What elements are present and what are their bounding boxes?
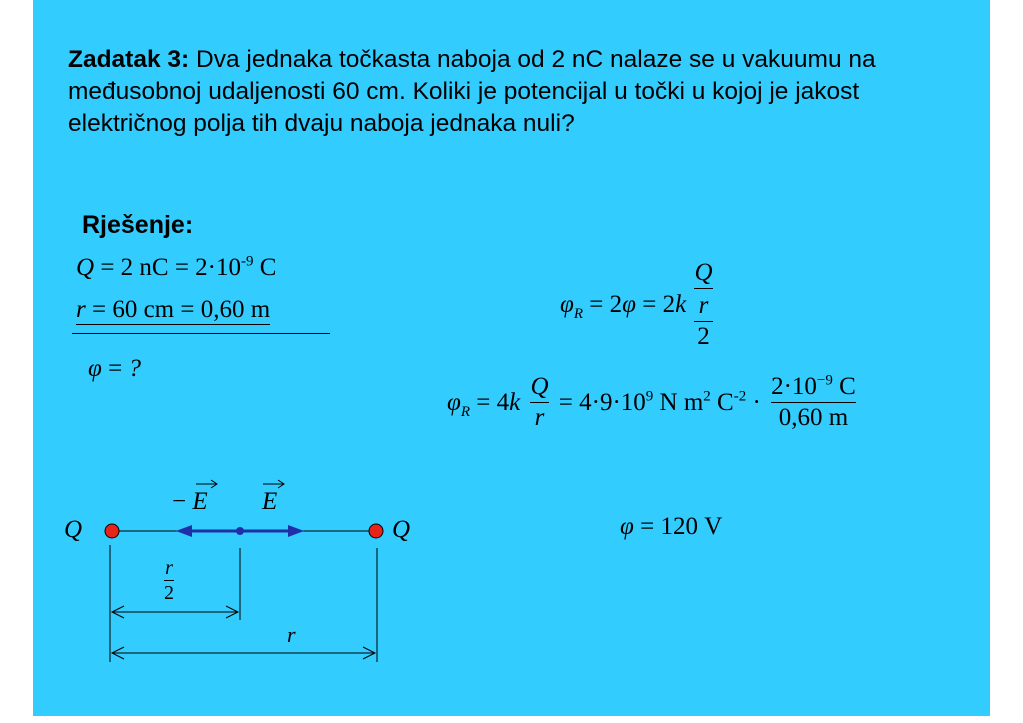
- charge-right: [369, 524, 383, 538]
- result-value: 120 V: [660, 513, 723, 540]
- formula-phi-r-2: $\varphi_R = 4k$ $\frac{Q}{r}$ = $4\cdot 9\cdot 10^9$ N $m^2$ $C^{-2}$ · $\frac{2\cdot 10^{-9} C}{0,60 m}$: [447, 372, 856, 431]
- distance-label: r: [287, 622, 296, 647]
- field-label-positive: E: [262, 488, 278, 515]
- charge-right-label: Q: [392, 516, 411, 543]
- half-distance-label: $\frac{r}{2}$: [164, 557, 174, 604]
- formula-phi-r-1: $\varphi_R = 2\varphi = 2k$ Q r 2: [560, 259, 713, 350]
- charge-left: [105, 524, 119, 538]
- task-body: Dva jednaka točkasta naboja od 2 nC nalaze se u vakuumu na međusobnoj udaljenosti 60 cm. Koliki je potencijal u točki u kojoj je jakost električnog polja tih dvaju naboja jednaka nuli?: [68, 46, 876, 137]
- given-charge: Q = 2 nC = $2\cdot 10^{-9}$ C: [76, 253, 277, 281]
- charge-left-label: Q: [64, 516, 83, 543]
- solution-heading: Rješenje:: [82, 211, 194, 239]
- unknown-phi: φ = ?: [88, 355, 141, 382]
- given-distance: r = 60 cm = 0,60 m: [76, 296, 271, 323]
- field-label-negative: − E: [172, 488, 208, 515]
- task-label: Zadatak 3:: [68, 46, 190, 73]
- result: φ = 120 V: [620, 513, 723, 540]
- midpoint: [236, 527, 244, 535]
